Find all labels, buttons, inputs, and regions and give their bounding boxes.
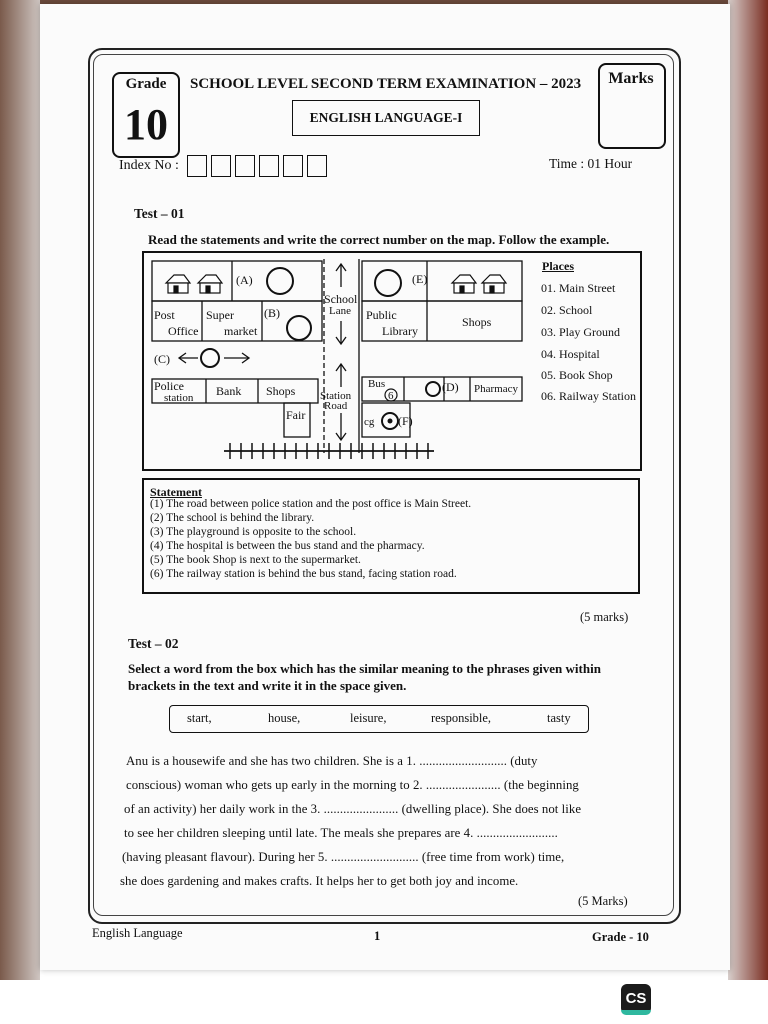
index-number-boxes[interactable] — [187, 155, 327, 177]
test2-marks: (5 Marks) — [578, 894, 628, 908]
map-label-library: Library — [382, 324, 418, 338]
statement-item: (3) The playground is opposite to the school. — [150, 526, 357, 538]
passage-line: Anu is a housewife and she has two children. She is a 1. ........................... (duty — [126, 754, 538, 768]
house-icons — [166, 275, 506, 293]
grade-label: Grade — [125, 76, 167, 92]
subject-title: ENGLISH LANGUAGE-I — [309, 110, 463, 125]
map-label-a: (A) — [236, 273, 253, 287]
place-item: 05. Book Shop — [541, 368, 613, 382]
map-label-d: (D) — [442, 380, 459, 394]
map-label-lane: Lane — [329, 305, 351, 317]
map-label-road: Road — [324, 400, 348, 412]
word-option: start, — [187, 711, 212, 725]
background-left — [0, 0, 40, 980]
footer-subject: English Language — [92, 926, 183, 940]
house-icon — [198, 275, 222, 293]
map-label-shops-top: Shops — [462, 315, 492, 329]
word-option: responsible, — [431, 711, 492, 725]
statement-item: (4) The hospital is between the bus stand and the pharmacy. — [150, 540, 425, 552]
map-label-super: Super — [206, 308, 234, 322]
statement-item: (5) The book Shop is next to the supermarket. — [150, 554, 361, 566]
map-label-post: Post — [154, 308, 175, 322]
map-label-police: Police — [154, 379, 184, 393]
house-icon — [482, 275, 506, 293]
test1-heading: Test – 01 — [134, 206, 185, 221]
map-label-cg: cg — [364, 416, 375, 428]
index-box[interactable] — [259, 155, 279, 177]
exam-time: Time : 01 Hour — [549, 156, 633, 171]
map-label-f: (F) — [398, 414, 413, 428]
place-item: 02. School — [541, 303, 593, 317]
test2-heading: Test – 02 — [128, 636, 179, 651]
place-item: 03. Play Ground — [541, 325, 620, 339]
map-label-station: Station — [320, 390, 352, 402]
map-label-bank: Bank — [216, 384, 242, 398]
camscanner-badge-accent — [621, 1010, 651, 1015]
place-item: 04. Hospital — [541, 347, 600, 361]
map-label-office: Office — [168, 324, 199, 338]
footer-grade: Grade - 10 — [592, 930, 649, 944]
grade-number: 10 — [124, 100, 168, 149]
statement-item: (2) The school is behind the library. — [150, 512, 315, 524]
index-label: Index No : — [119, 158, 179, 173]
passage-line: she does gardening and makes crafts. It helps her to get both joy and income. — [120, 874, 519, 888]
statement-title: Statement — [150, 485, 202, 499]
circle-a — [267, 268, 293, 294]
place-item: 01. Main Street — [541, 281, 616, 295]
word-option: tasty — [547, 711, 571, 725]
map-label-market: market — [224, 324, 258, 338]
word-option: house, — [268, 711, 301, 725]
word-option: leisure, — [350, 711, 387, 725]
index-box[interactable] — [187, 155, 207, 177]
place-item: 06. Railway Station — [541, 389, 636, 403]
map-label-shops-bottom: Shops — [266, 384, 296, 398]
circle-e — [375, 270, 401, 296]
passage-line: conscious) woman who gets up early in the morning to 2. ....................... (the beginning — [126, 778, 579, 792]
map-label-fair: Fair — [286, 408, 306, 422]
exam-title: SCHOOL LEVEL SECOND TERM EXAMINATION – 2023 — [190, 76, 582, 92]
map-label-e: (E) — [412, 272, 428, 286]
map-label-police-station: station — [164, 392, 194, 404]
passage-line: (having pleasant flavour). During her 5. ........................... (free time from work) time, — [122, 850, 565, 864]
test1-instruction: Read the statements and write the correct number on the map. Follow the example. — [148, 232, 610, 247]
statement-item: (6) The railway station is behind the bus stand, facing station road. — [150, 568, 457, 580]
camscanner-badge: CS — [621, 984, 651, 1014]
circle-f-dot — [388, 419, 393, 424]
circle-b — [287, 316, 311, 340]
test2-instruction-line2: brackets in the text and write it in the space given. — [128, 678, 407, 693]
index-box[interactable] — [283, 155, 303, 177]
test2-instruction-line1: Select a word from the box which has the similar meaning to the phrases given within — [128, 661, 601, 676]
circle-d — [426, 382, 440, 396]
index-box[interactable] — [307, 155, 327, 177]
background-right — [728, 0, 768, 980]
statement-item: (1) The road between police station and the post office is Main Street. — [150, 498, 472, 510]
map-label-public: Public — [366, 308, 397, 322]
map-label-school: School — [324, 292, 358, 306]
index-box[interactable] — [211, 155, 231, 177]
passage-line: of an activity) her daily work in the 3. ....................... (dwelling place). She does not like — [124, 802, 582, 816]
places-title: Places — [542, 259, 574, 273]
test1-marks: (5 marks) — [580, 610, 629, 624]
passage-line: to see her children sleeping until late. The meals she prepares are 4. ......................... — [124, 826, 558, 840]
map-label-pharmacy: Pharmacy — [474, 383, 518, 395]
map-label-bus: Bus — [368, 378, 386, 390]
footer-page-number: 1 — [374, 929, 381, 943]
index-box[interactable] — [235, 155, 255, 177]
house-icon — [166, 275, 190, 293]
marks-label: Marks — [608, 70, 654, 87]
map-label-b: (B) — [264, 306, 280, 320]
map-label-c: (C) — [154, 352, 170, 366]
house-icon — [452, 275, 476, 293]
map-label-six: 6 — [388, 390, 394, 402]
circle-c — [201, 349, 219, 367]
